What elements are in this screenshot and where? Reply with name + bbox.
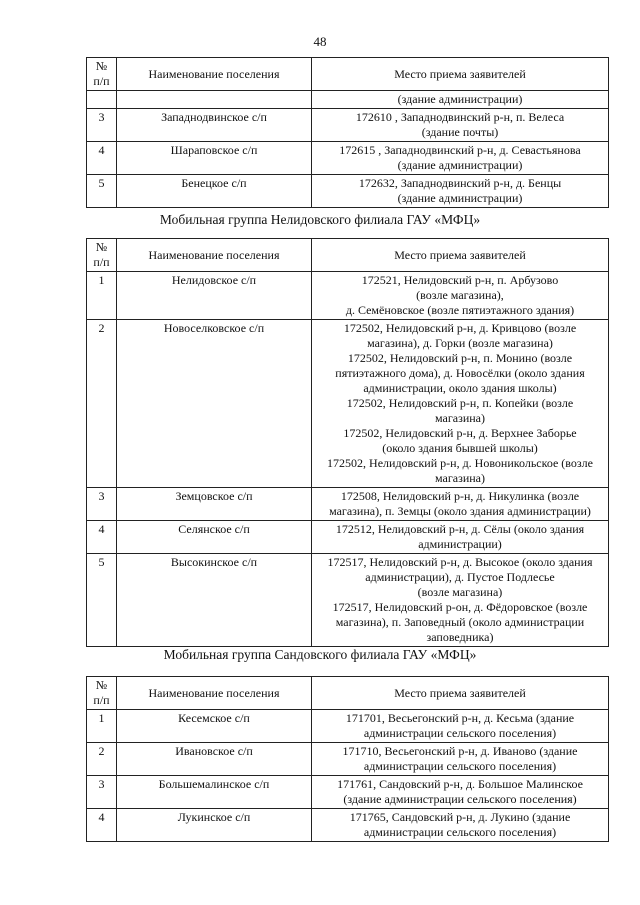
settlement-name: Западнодвинское с/п [117, 109, 312, 142]
row-number: 1 [87, 710, 117, 743]
reception-place-line: (около здания бывшей школы) [382, 441, 538, 455]
reception-place [312, 272, 609, 320]
reception-place-line: магазина) [435, 471, 485, 485]
reception-place-line: администрации сельского поселения) [363, 759, 557, 773]
settlement-name: Нелидовское с/п [117, 272, 312, 320]
reception-place-line: д. Семёновское (возле пятиэтажного здания) [345, 303, 575, 317]
header-settlement: Наименование поселения [117, 58, 312, 91]
settlement-name: Большемалинское с/п [117, 776, 312, 809]
reception-place-line: 172502, Нелидовский р-н, п. Монино (возле [347, 351, 573, 365]
reception-place-line: пятиэтажного дома), д. Новосёлки (около здания [335, 366, 585, 380]
settlement-name: Новоселковское с/п [117, 320, 312, 488]
table-row [87, 91, 609, 109]
header-num [87, 677, 117, 710]
row-number: 4 [87, 809, 117, 842]
row-number: 3 [87, 109, 117, 142]
table-row [87, 175, 609, 208]
reception-place [312, 91, 609, 109]
header-settlement: Наименование поселения [117, 677, 312, 710]
reception-place-line: магазина), п. Заповедный (около администрации [335, 615, 585, 629]
table-mobile-group-nelidovo [86, 238, 609, 647]
table-row [87, 743, 609, 776]
reception-place-line: 171761, Сандовский р-н, д. Большое Малинское [337, 777, 583, 791]
row-number: 3 [87, 776, 117, 809]
reception-place-line: 172502, Нелидовский р-н, д. Кривцово (возле [343, 321, 577, 335]
reception-place-line: (здание администрации) [397, 191, 523, 205]
table-row [87, 488, 609, 521]
reception-place-line: магазина) [435, 411, 485, 425]
settlement-name: Бенецкое с/п [117, 175, 312, 208]
header-place: Место приема заявителей [312, 239, 609, 272]
reception-place-line: администрации сельского поселения) [363, 726, 557, 740]
reception-place-line: 172521, Нелидовский р-н, п. Арбузово [361, 273, 559, 287]
reception-place-line: администрации, около здания школы) [363, 381, 557, 395]
settlement-name: Земцовское с/п [117, 488, 312, 521]
reception-place-line: 172508, Нелидовский р-н, д. Никулинка (возле [340, 489, 580, 503]
reception-place-line: 172502, Нелидовский р-н, д. Новоникольское (возле [327, 456, 593, 470]
reception-place-line: (возле магазина) [417, 585, 503, 599]
header-settlement: Наименование поселения [117, 239, 312, 272]
reception-place-line: магазина), д. Горки (возле магазина) [367, 336, 553, 350]
row-number: 4 [87, 521, 117, 554]
table-row [87, 142, 609, 175]
reception-place-line: 172502, Нелидовский р-н, п. Копейки (возле [346, 396, 574, 410]
section-title-sandovo: Мобильная группа Сандовского филиала ГАУ «МФЦ» [163, 647, 477, 662]
reception-place [312, 809, 609, 842]
header-num-label: № п/п [93, 678, 110, 707]
table-row [87, 710, 609, 743]
reception-place-line: 171701, Весьегонский р-н, д. Кесьма (здание [345, 711, 575, 725]
reception-place-line: магазина), п. Земцы (около здания администрации) [329, 504, 591, 518]
reception-place-line: 172512, Нелидовский р-н, д. Сёлы (около здания [335, 522, 585, 536]
reception-place [312, 320, 609, 488]
settlement-name: Ивановское с/п [117, 743, 312, 776]
reception-place-line: 172615 , Западнодвинский р-н, д. Севастьянова [339, 143, 581, 157]
row-number: 1 [87, 272, 117, 320]
reception-place-line: (здание администрации сельского поселения) [343, 792, 577, 806]
table-row [87, 320, 609, 488]
table-row [87, 521, 609, 554]
table-row [87, 272, 609, 320]
row-number: 4 [87, 142, 117, 175]
table-mobile-group-sandovo [86, 676, 609, 842]
header-place: Место приема заявителей [312, 677, 609, 710]
table-row [87, 776, 609, 809]
table-mobile-group-zapadnodvinsk [86, 57, 609, 208]
row-number [87, 91, 117, 109]
reception-place-line: 171710, Весьегонский р-н, д. Иваново (здание [342, 744, 578, 758]
reception-place-line: 171765, Сандовский р-н, д. Лукино (здание [349, 810, 571, 824]
reception-place-line: администрации сельского поселения) [363, 825, 557, 839]
settlement-name: Шараповское с/п [117, 142, 312, 175]
reception-place [312, 109, 609, 142]
settlement-name: Лукинское с/п [117, 809, 312, 842]
header-num-label: № п/п [93, 240, 110, 269]
reception-place-line: заповедника) [426, 630, 494, 644]
header-num-label: № п/п [93, 59, 110, 88]
table-row [87, 554, 609, 647]
header-place: Место приема заявителей [312, 58, 609, 91]
settlement-name: Высокинское с/п [117, 554, 312, 647]
reception-place [312, 175, 609, 208]
reception-place-line: (здание почты) [421, 125, 499, 139]
reception-place-line: (здание администрации) [397, 92, 523, 106]
reception-place [312, 488, 609, 521]
table-row [87, 809, 609, 842]
reception-place-line: 172502, Нелидовский р-н, д. Верхнее Заборье [343, 426, 577, 440]
row-number: 2 [87, 320, 117, 488]
settlement-name: Кесемское с/п [117, 710, 312, 743]
row-number: 5 [87, 175, 117, 208]
page-number: 48 [313, 34, 327, 49]
reception-place-line: 172517, Нелидовский р-он, д. Фёдоровское (возле [332, 600, 588, 614]
reception-place-line: 172517, Нелидовский р-н, д. Высокое (около здания [327, 555, 593, 569]
table-row [87, 109, 609, 142]
reception-place [312, 521, 609, 554]
reception-place-line: (здание администрации) [397, 158, 523, 172]
header-num [87, 58, 117, 91]
row-number: 2 [87, 743, 117, 776]
reception-place [312, 743, 609, 776]
reception-place-line: (возле магазина), [416, 288, 504, 302]
reception-place-line: 172632, Западнодвинский р-н, д. Бенцы [358, 176, 562, 190]
settlement-name [117, 91, 312, 109]
reception-place-line: администрации) [418, 537, 502, 551]
reception-place [312, 710, 609, 743]
reception-place-line: администрации), д. Пустое Подлесье [365, 570, 555, 584]
row-number: 3 [87, 488, 117, 521]
reception-place [312, 142, 609, 175]
reception-place [312, 554, 609, 647]
reception-place-line: 172610 , Западнодвинский р-н, п. Велеса [355, 110, 565, 124]
reception-place [312, 776, 609, 809]
section-title-nelidovo: Мобильная группа Нелидовского филиала ГАУ «МФЦ» [159, 212, 481, 227]
header-num [87, 239, 117, 272]
settlement-name: Селянское с/п [117, 521, 312, 554]
row-number: 5 [87, 554, 117, 647]
